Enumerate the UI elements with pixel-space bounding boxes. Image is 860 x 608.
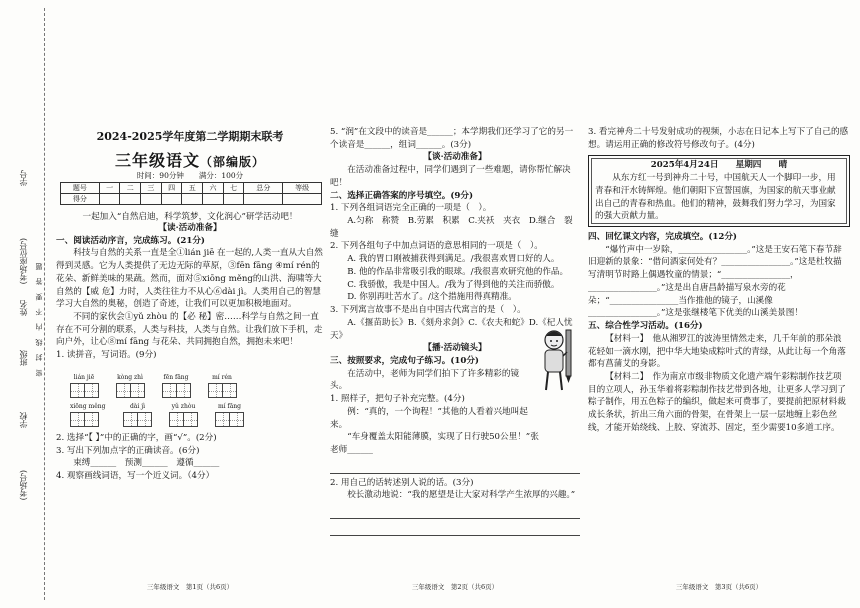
score-input[interactable] — [244, 194, 283, 205]
student-id-label: 学号 — [19, 170, 28, 186]
column-1 — [56, 222, 324, 362]
score-cell: 等级 — [283, 183, 322, 194]
q3-title: 三、按照要求，完成句子练习。(10分) — [330, 355, 479, 366]
score-cell: 三 — [141, 183, 162, 194]
pinyin: lián jiē — [73, 374, 95, 381]
section-read: 【读·活动准备】 — [158, 223, 222, 233]
score-header-row — [61, 183, 322, 194]
write-cell[interactable] — [176, 383, 191, 398]
q4-title: 四、回忆课文内容，完成填空。(12分) — [588, 232, 737, 243]
score-table — [60, 182, 322, 205]
q2-title: 二、选择正确答案的序号填空。(9分) — [330, 190, 474, 201]
talk-intro: 在活动准备过程中，同学们遇到了一些难题，请你帮忙解决吧！ — [330, 165, 571, 188]
diary-date: 2025年4月24日 星期四 晴 — [650, 160, 788, 171]
exam-time: 时间：90分钟 — [136, 171, 184, 180]
section-sign: 【播·活动镜头】 — [423, 343, 487, 354]
student-pencil-illustration — [532, 326, 576, 396]
q1-3: 3. 写出下列加点字的正确读音。(6分) — [56, 445, 200, 456]
score-cell: 四 — [161, 183, 182, 194]
full-score: 满分：100分 — [198, 171, 244, 180]
score-input[interactable] — [99, 194, 120, 205]
diary-text[interactable]: 从东方红一号到神舟二十号，中国航天人一个脚印一步，用青春和汗水铸辉煌。他们朝阳下宣誓国旗，为国家的航天事业献出自己的青春和热血。他们的精神，鼓舞我们努力学习，为国家的强大贡献力量。 — [595, 173, 836, 222]
subject-title — [56, 148, 324, 171]
q2-2-option: B. 他的作品非常吸引我的眼球。/我很喜欢研究他的作品。 — [347, 266, 569, 277]
grid-row — [70, 403, 320, 427]
pinyin-grid — [70, 374, 320, 432]
q4-text: “爆竹声中一岁除，________________。”这是王安石笔下春节辞旧迎新的景象：“借问酒家何处有？________________。”这是杜牧描写清明节时路上偶遇牧童的情景；“________________，________________。”这是出自唐昌龄描写泉水旁的花朵；“________________当作推他的镜子，山溪像________________。”这是张继楼笔下优美的山溪美景图！ — [588, 244, 842, 319]
q2-2: 2. 下列各组句子中加点词语的意思相同的一项是（ ）。 — [330, 241, 543, 252]
score-cell: 六 — [203, 183, 224, 194]
pinyin: fēn fāng — [163, 374, 189, 381]
pinyin: dài jì — [129, 403, 145, 410]
answer-line[interactable] — [330, 505, 580, 519]
school-label: 学校 — [19, 412, 28, 428]
grid-item — [169, 403, 197, 427]
q3-1: 1. 照样子，把句子补充完整。(4分) — [330, 394, 465, 405]
pinyin: mí rén — [212, 374, 232, 381]
score-cell: 一 — [99, 183, 120, 194]
score-cell: 得分 — [61, 194, 100, 205]
pinyin: mí fāng — [217, 403, 241, 410]
score-input[interactable] — [283, 194, 322, 205]
q3-2: 2. 用自己的话转述别人说的话。(3分) — [330, 477, 474, 488]
score-input[interactable] — [120, 194, 141, 205]
footer-page-3: 三年级语文 第3页（共6页） — [675, 583, 763, 591]
q2-2-option: C. 我骄傲，我是中国人。/我为了得到他的关注而骄傲。 — [347, 279, 560, 290]
score-input[interactable] — [203, 194, 224, 205]
grid-item — [70, 403, 105, 427]
q3-2-quote: 校长激动地说：“我的愿望是让大家对科学产生浓厚的兴趣。” — [347, 490, 576, 501]
q2-3: 3. 下列寓言故事不是出自中国古代寓言的是（ ）。 — [330, 305, 526, 316]
section-talk: 【谈·活动准备】 — [423, 152, 487, 163]
grid-item — [208, 374, 236, 398]
grid-item — [162, 374, 190, 398]
write-cell[interactable] — [84, 412, 99, 427]
write-cell[interactable] — [84, 383, 99, 398]
passage-paragraph: 不同的家伙会①yǔ zhòu 的【必 秘】密……科学与自然之间一直存在不可分割的联系，人类与科技，人类与自然。让我们放下手机，走向户外，让心⑧mí fāng 与花朵、共同拥抱自然，拥抱未来吧！ — [56, 312, 323, 348]
score-input[interactable] — [141, 194, 162, 205]
exam-title: 2024-2025学年度第二学期期末联考 — [96, 130, 284, 143]
q3-1-example: 例：“真的，一个询程！”其他的人看着兴地叫起来。 — [330, 406, 528, 430]
grid-item — [215, 403, 243, 427]
score-input[interactable] — [223, 194, 244, 205]
score-cell: 题号 — [61, 183, 100, 194]
q1-3-words: 束缚______ 预测______ 遵循______ — [73, 458, 220, 469]
write-cell[interactable] — [169, 412, 184, 427]
room-label: (考场号) — [19, 470, 28, 501]
q3-3: 3. 看完神舟二十号发射成功的视频，小志在日记本上写下了自己的感想。请运用正确的修改符号修改句子。(4分) — [588, 127, 849, 150]
q3-intro: 在活动中，老师为同学们拍下了许多精彩的镜头。 — [330, 368, 520, 392]
q1-2: 2. 选择“【 】”中的正确的字，画“√”。(2分) — [56, 433, 217, 443]
write-cell[interactable] — [183, 412, 198, 427]
column-3 — [588, 126, 850, 435]
write-cell[interactable] — [215, 412, 230, 427]
footer-page-1: 三年级语文 第1页（共6页） — [146, 583, 234, 591]
q1-5: 5. “润”在文段中的读音是______；本学期我们还学习了它的另一个读音是______，组词______。(3分) — [330, 127, 574, 150]
write-cell[interactable] — [208, 383, 223, 398]
score-input[interactable] — [161, 194, 182, 205]
write-cell[interactable] — [70, 412, 85, 427]
write-cell[interactable] — [162, 383, 177, 398]
score-cell: 二 — [120, 183, 141, 194]
material-2: 【材料二】 作为南京市级非物质文化遗产端午彩粽制作技艺项目的立项人，孙玉华着将彩粽制作技艺带到各地，让更多人学习到了粽子制作，用五色粽子的编织，做起来可费事了，要提前把原材料裁成长条状，折出三角六面的骨架，在骨架上一层一层地缠上彩色丝线，才能开始绕线、上胶、穿流苏、固定，至少需要10多道工序。 — [588, 371, 846, 433]
pinyin: kòng zhì — [117, 374, 143, 381]
column-1-lower — [56, 432, 324, 483]
class-label: 班级 — [19, 350, 28, 366]
write-cell[interactable] — [70, 383, 85, 398]
q1-4: 4. 观察画线词语，写一个近义词。（4分） — [56, 471, 215, 482]
pinyin: xiōng měng — [70, 403, 106, 410]
q1-title: 一、阅读活动序言，完成练习。(21分) — [56, 235, 205, 246]
slogan: 一起加入“自然启迪，科学筑梦，文化润心”研学活动吧！ — [82, 212, 298, 222]
score-cell: 总分 — [244, 183, 283, 194]
q2-1-options: A.匀称 称赞 B.劳累 积累 C.夹袄 夹衣 D.继合 裂缝 — [330, 216, 573, 239]
score-cell: 五 — [182, 183, 203, 194]
grid-item — [116, 374, 144, 398]
binding-cut-line — [44, 8, 45, 600]
material-1: 【材料一】 他从湘罗江的波涛里情然走来，几千年前的那朵浪花轻如一滴水刚，把中华大地染成粽叶式的青绿，从此让每一个角落都有菖蒲艾的身影。 — [588, 333, 846, 370]
grid-row — [70, 374, 320, 398]
score-value-row — [61, 194, 322, 205]
name-label: 姓名 — [19, 300, 28, 316]
q1-1: 1. 读拼音，写词语。(9分) — [56, 350, 157, 361]
write-cell[interactable] — [222, 383, 237, 398]
seat-label: (考场座位号) — [19, 238, 28, 285]
write-cell[interactable] — [130, 383, 145, 398]
score-input[interactable] — [182, 194, 203, 205]
answer-line[interactable] — [330, 522, 580, 536]
write-cell[interactable] — [229, 412, 244, 427]
q2-3-options: A.《揠苗助长》B.《刻舟求剑》C.《农夫和蛇》D.《杞人忧天》 — [330, 317, 573, 341]
q5-title: 五、综合性学习活动。(16分) — [588, 321, 703, 332]
footer-page-2: 三年级语文 第2页（共6页） — [411, 583, 499, 591]
q3-1-task: “车身覆盖太阳能薄膜，实现了日行驶50公里！”张老师______ — [330, 432, 539, 455]
q2-1: 1. 下列各组词语完全正确的一项是（ ）。 — [330, 203, 492, 214]
grid-item — [123, 403, 151, 427]
pinyin: yǔ zhòu — [171, 403, 196, 410]
grid-item — [70, 374, 98, 398]
edition: （部编版） — [200, 155, 266, 169]
write-cell[interactable] — [137, 412, 152, 427]
answer-line[interactable] — [330, 460, 580, 474]
passage-paragraph: 科技与自然的关系一直是全①lián jiē 在一起的,人类一直从大自然得到灵感。它为人类提供了无边无际的草原，③fēn fāng ④mí rén的花朵、新鲜美味的果蔬。然而，面对⑤xiōng měng的山洪、海啸等大自然的【威 危】力时，人类往往力不从心⑥dài jì。人类用自己的智慧学习大自然的奥秘，创造了奇迹，让我们可以更加积极地面对。 — [56, 248, 323, 310]
q2-2-option: D. 你别再吐苦水了。/这个措施用得真精准。 — [347, 292, 517, 303]
subject-name: 三年级语文 — [114, 151, 200, 170]
write-cell[interactable] — [123, 412, 138, 427]
cut-mark: 密 封 线 内 不 要 答 题 — [35, 260, 43, 377]
diary-box — [588, 155, 850, 227]
write-cell[interactable] — [116, 383, 131, 398]
score-cell: 七 — [223, 183, 244, 194]
q2-2-option: A. 我的胃口刚被捕获得到满足。/我很喜欢胃口好的人。 — [347, 254, 560, 265]
exam-meta — [56, 170, 324, 181]
